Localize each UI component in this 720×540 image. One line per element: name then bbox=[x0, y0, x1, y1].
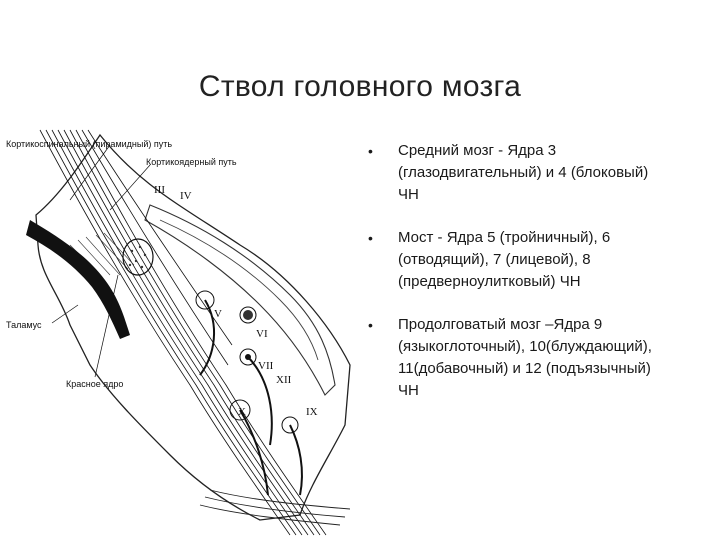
brainstem-diagram bbox=[0, 125, 360, 540]
label-thalamus: Таламус bbox=[6, 320, 42, 330]
ventricle-inner bbox=[160, 220, 318, 360]
slide-title: Ствол головного мозга bbox=[198, 70, 522, 103]
brainstem-illustration bbox=[0, 125, 360, 540]
thalamus-band bbox=[26, 220, 130, 339]
ventricle-outline bbox=[145, 205, 335, 395]
bullet-item-pons bbox=[366, 227, 666, 293]
numeral-x: X bbox=[238, 406, 246, 418]
bullet-marker: • bbox=[368, 230, 373, 246]
bullet-item-midbrain bbox=[366, 140, 666, 206]
label-corticonuclear: Кортикоядерный путь bbox=[146, 157, 237, 167]
label-corticospinal: Кортикоспинальный (пирамидный) путь bbox=[6, 139, 173, 149]
numeral-iii: III bbox=[154, 184, 165, 196]
bullet-text: Продолговатый мозг –Ядра 9 (языкоглоточный), 10(блуждающий), 11(добавочный) и 12 (подъязычный) ЧН bbox=[398, 316, 652, 399]
numeral-v: V bbox=[214, 308, 222, 320]
numeral-xii: XII bbox=[276, 374, 292, 386]
numeral-ix: IX bbox=[306, 406, 318, 418]
numeral-vii: VII bbox=[258, 360, 274, 372]
red-nucleus-texture bbox=[129, 246, 146, 268]
numeral-iv: IV bbox=[180, 190, 192, 202]
bullet-text: Мост - Ядра 5 (тройничный), 6 (отводящий), 7 (лицевой), 8 (предверноулитковый) ЧН bbox=[398, 229, 611, 290]
nucleus-vi-fill bbox=[243, 310, 253, 320]
bullet-text: Средний мозг - Ядра 3 (глазодвигательный) и 4 (блоковый) ЧН bbox=[398, 142, 649, 203]
bullet-item-medulla bbox=[366, 314, 666, 402]
bullet-list bbox=[366, 140, 666, 402]
spinal-roots bbox=[200, 490, 350, 525]
bullet-marker: • bbox=[368, 317, 373, 333]
bullet-marker: • bbox=[368, 143, 373, 159]
numeral-vi: VI bbox=[256, 328, 268, 340]
red-nucleus bbox=[123, 239, 153, 275]
label-red-nucleus: Красное ядро bbox=[66, 379, 124, 389]
